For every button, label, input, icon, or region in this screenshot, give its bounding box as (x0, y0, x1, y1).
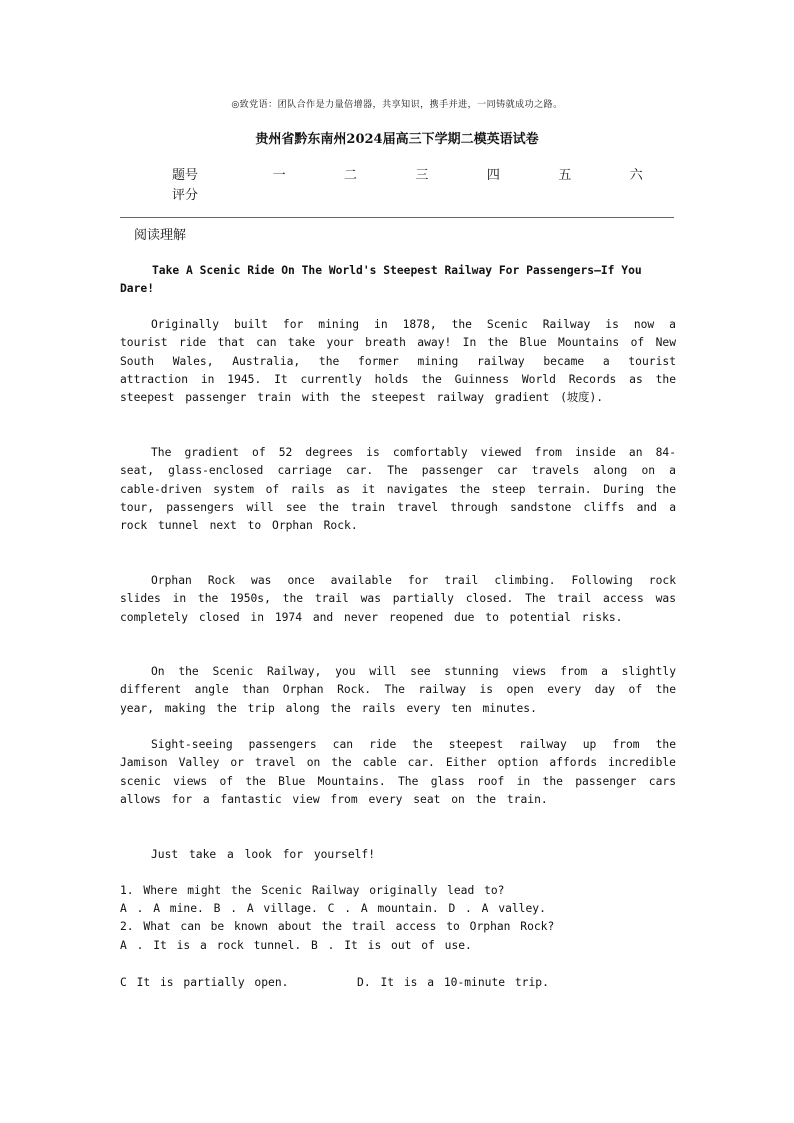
section-heading: 阅读理解 (134, 228, 187, 243)
score-cell (601, 184, 672, 204)
page-title: 贵州省黔东南州2024届高三下学期二模英语试卷 (255, 132, 539, 147)
question-2: 2. What can be known about the trail access to Orphan Rock? (120, 920, 555, 933)
score-cell (386, 184, 457, 204)
score-table-col-6: 六 (629, 168, 643, 183)
passage-paragraph: Orphan Rock was once available for trail climbing. Following rock slides in the 1950s, the trail was partially closed. The trail access was completely closed in 1974 and never reopened due to potential risks. (120, 574, 676, 624)
passage-paragraph: Sight-seeing passengers can ride the steepest railway up from the Jamison Valley or travel on the cable car. Either option affords incredible scenic views of the Blue Mountains. The glass roof in the passenger cars allows for a fantastic view from every seat on the train. (120, 738, 676, 806)
question-2-options-line-1: A . It is a rock tunnel. B . It is out of use. (120, 939, 472, 952)
score-table-col-2: 二 (344, 168, 358, 183)
score-cell (315, 184, 386, 204)
score-table-row-number (172, 164, 672, 184)
question-1-options: A . A mine. B . A village. C . A mountain. D . A valley. (120, 902, 546, 915)
passage-paragraph: The gradient of 52 degrees is comfortably viewed from inside an 84-seat, glass-enclosed carriage car. The passenger car travels along on a cable-driven system of rails as it navigates the steep terrain. During the tour, passengers will see the train travel through sandstone cliffs and a rock tunnel next to Orphan Rock. (120, 446, 676, 533)
score-table-col-3: 三 (415, 168, 429, 183)
passage-paragraph: On the Scenic Railway, you will see stunning views from a slightly different angle than Orphan Rock. The railway is open every day of the year, making the trip along the rails every ten minutes. (120, 665, 676, 715)
question-1: 1. Where might the Scenic Railway originally lead to? (120, 884, 505, 897)
score-table (172, 164, 672, 204)
score-table-col-4: 四 (486, 168, 500, 183)
passage-paragraph: Just take a look for yourself! (151, 848, 376, 861)
score-cell (458, 184, 529, 204)
score-table-score-label: 评分 (172, 188, 199, 203)
score-cell (243, 184, 314, 204)
score-table-col-5: 五 (558, 168, 572, 183)
section-divider (120, 217, 674, 218)
passage-paragraph: Originally built for mining in 1878, the Scenic Railway is now a tourist ride that can take your breath away! In the Blue Mountains of New South Wales, Australia, the former mining railway became a tourist attraction in 1945. It currently holds the Guinness World Records as the steepest passenger train with the steepest railway gradient (坡度). (120, 318, 676, 405)
score-table-row-score (172, 184, 672, 204)
passage-title: Take A Scenic Ride On The World's Steepest Railway For Passengers—If You Dare! (120, 264, 642, 295)
header-motto: ◎致党语：团队合作是力量倍增器，共享知识，携手并进，一同铸就成功之路。 (231, 100, 563, 110)
score-table-col-1: 一 (272, 168, 286, 183)
score-cell (529, 184, 600, 204)
score-table-number-label: 题号 (172, 168, 199, 183)
question-2-options-line-2: C It is partially open. D. It is a 10-minute trip. (120, 976, 549, 989)
